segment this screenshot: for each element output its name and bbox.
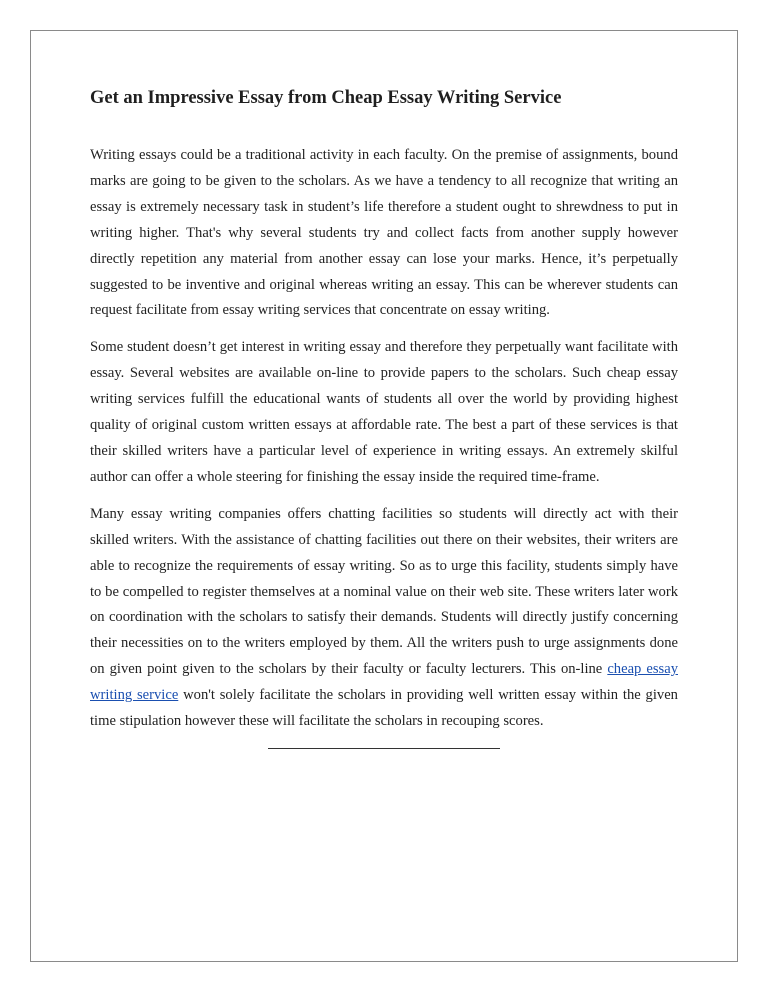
paragraph-2: Some student doesn’t get interest in writing essay and therefore they perpetually want facilitate with essay. Several websites are available on-line to provide papers to the scholars. Such cheap essay writing services fulfill the educational wants of students all over the world by providing highest quality of original custom written essays at affordable rate. The best a part of these services is that their skilled writers have a particular level of experience in writing essays. An extremely skilful author can offer a whole steering for finishing the essay inside the required time-frame. [90, 339, 678, 485]
end-divider [268, 748, 500, 749]
paragraph-3-text-end: won't solely facilitate the scholars in providing well written essay within the given time stipulation however these will facilitate the scholars in recouping scores. [90, 687, 678, 730]
paragraph-3-text-start: Many essay writing companies offers chatting facilities so students will directly act with their skilled writers. With the assistance of chatting facilities out there on their websites, their writers are able to recognize the requirements of essay writing. So as to urge this facility, students simply have to be compelled to register themselves at a nominal value on their web site. These writers later work on coordination with the scholars to satisfy their demands. Students will directly justify concerning their necessities on to the writers employed by them. All the writers push to urge assignments done on given point given to the scholars by their faculty or faculty lecturers. This on-line [90, 505, 678, 678]
cheap-essay-writing-service-link[interactable]: cheap essay writing service [90, 661, 678, 704]
paragraph-3 [90, 502, 678, 735]
paragraph-1: Writing essays could be a traditional activity in each faculty. On the premise of assignments, bound marks are going to be given to the scholars. As we have a tendency to all recognize that writing an essay is extremely necessary task in student’s life therefore a student ought to shrewdness to put in writing higher. That's why several students try and collect facts from another supply however directly repetition any material from another essay can lose your marks. Hence, it’s perpetually suggested to be inventive and original whereas writing an essay. This can be wherever students can request facilitate from essay writing services that concentrate on essay writing. [90, 147, 678, 319]
document-body [90, 88, 678, 749]
document-title: Get an Impressive Essay from Cheap Essay Writing Service [90, 88, 562, 108]
